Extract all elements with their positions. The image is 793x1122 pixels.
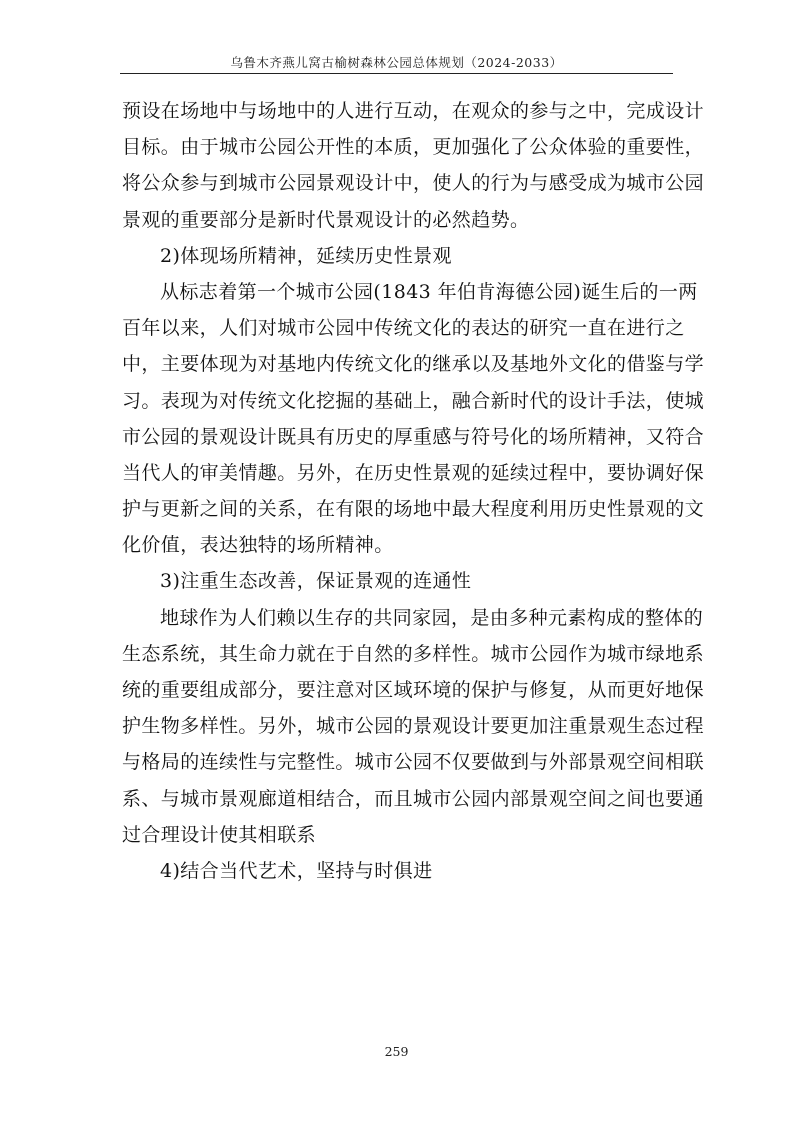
text-line: 百年以来，人们对城市公园中传统文化的表达的研究一直在进行之 xyxy=(122,317,685,340)
running-header: 乌鲁木齐燕儿窝古榆树森林公园总体规划（2024-2033） xyxy=(230,55,563,70)
text-line: 中，主要体现为对基地内传统文化的继承以及基地外文化的借鉴与学 xyxy=(122,353,705,376)
section-heading: 3)注重生态改善，保证景观的连通性 xyxy=(160,570,472,593)
section-heading: 2)体现场所精神，延续历史性景观 xyxy=(160,244,452,267)
body-text xyxy=(122,93,705,889)
text-line: 预设在场地中与场地中的人进行互动，在观众的参与之中，完成设计 xyxy=(122,100,705,122)
text-line: 目标。由于城市公园公开性的本质，更加强化了公众体验的重要性， xyxy=(122,136,705,159)
text-line: 生态系统，其生命力就在于自然的多样性。城市公园作为城市绿地系 xyxy=(122,642,705,665)
text-line: 系、与城市景观廊道相结合，而且城市公园内部景观空间之间也要通 xyxy=(122,787,705,810)
text-line: 习。表现为对传统文化挖掘的基础上，融合新时代的设计手法，使城 xyxy=(122,389,705,412)
text-line: 化价值，表达独特的场所精神。 xyxy=(122,534,394,557)
text-line: 与格局的连续性与完整性。城市公园不仅要做到与外部景观空间相联 xyxy=(122,751,705,774)
text-line: 护与更新之间的关系，在有限的场地中最大程度利用历史性景观的文 xyxy=(122,498,705,521)
text-line: 将公众参与到城市公园景观设计中，使人的行为与感受成为城市公园 xyxy=(122,172,705,195)
text-line: 从标志着第一个城市公园(1843 年伯肯海德公园)诞生后的一两 xyxy=(160,280,698,303)
page-number: 259 xyxy=(384,1044,409,1059)
section-heading: 4)结合当代艺术，坚持与时俱进 xyxy=(160,859,433,882)
text-line: 景观的重要部分是新时代景观设计的必然趋势。 xyxy=(122,208,530,231)
text-line: 过合理设计使其相联系 xyxy=(122,823,317,846)
header-divider xyxy=(120,73,673,74)
text-line: 当代人的审美情趣。另外，在历史性景观的延续过程中，要协调好保 xyxy=(122,461,705,484)
text-line: 统的重要组成部分，要注意对区域环境的保护与修复，从而更好地保 xyxy=(122,679,705,701)
text-line: 护生物多样性。另外，城市公园的景观设计要更加注重景观生态过程 xyxy=(122,715,705,738)
text-line: 市公园的景观设计既具有历史的厚重感与符号化的场所精神，又符合 xyxy=(122,425,705,448)
text-line: 地球作为人们赖以生存的共同家园，是由多种元素构成的整体的 xyxy=(160,606,704,629)
